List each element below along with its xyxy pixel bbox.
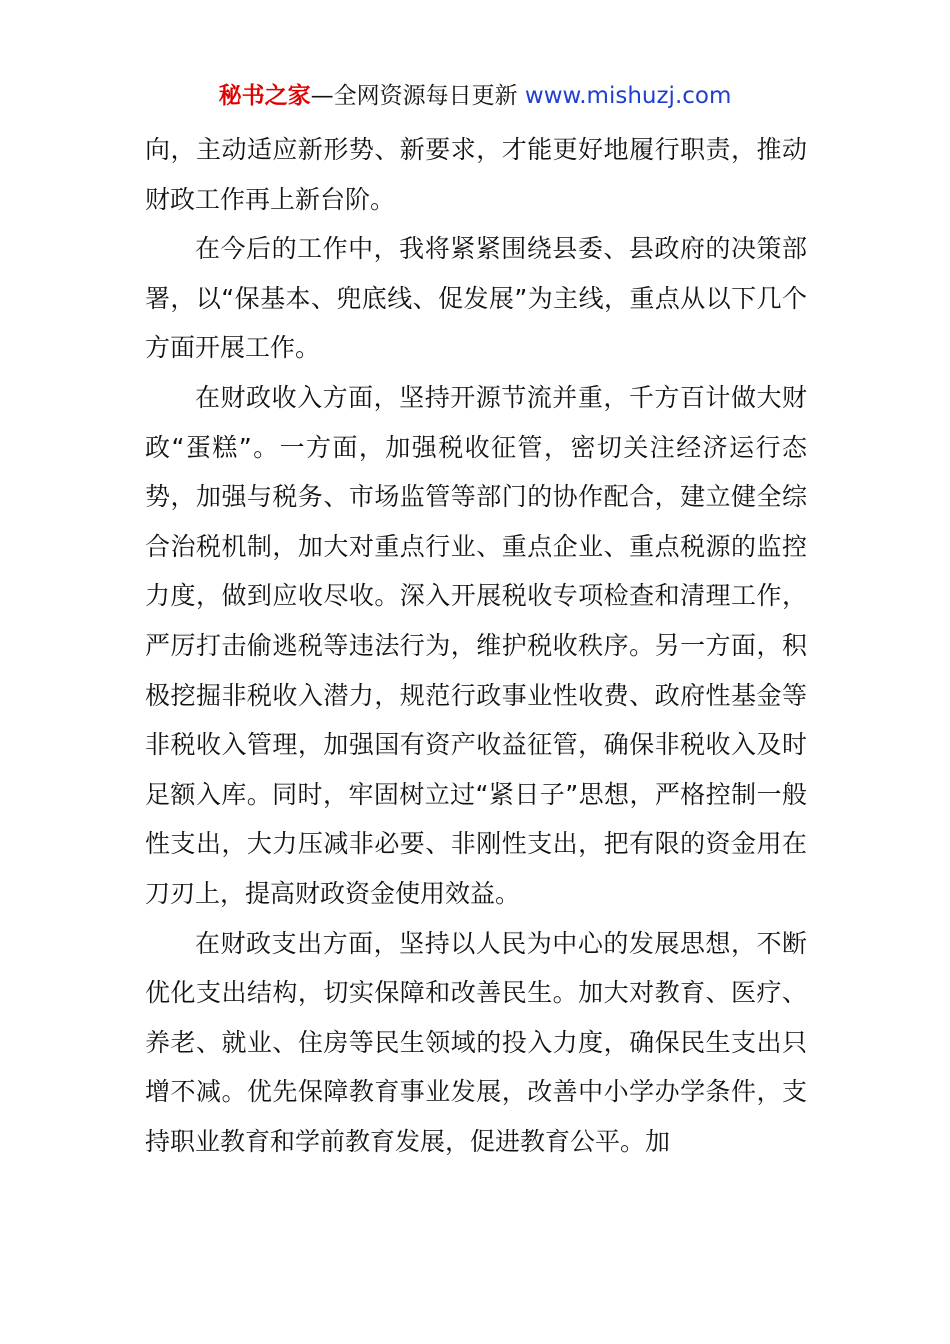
paragraph-revenue: 在财政收入方面，坚持开源节流并重，千方百计做大财政“蛋糕”。一方面，加强税收征管，密切关注经济运行态势，加强与税务、市场监管等部门的协作配合，建立健全综合治税机制，加大对重点行业、重点企业、重点税源的监控力度，做到应收尽收。深入开展税收专项检查和清理工作，严厉打击偷逃税等违法行为，维护税收秩序。另一方面，积极挖掘非税收入潜力，规范行政事业性收费、政府性基金等非税收入管理，加强国有资产收益征管，确保非税收入及时足额入库。同时，牢固树立过“紧日子”思想，严格控制一般性支出，大力压减非必要、非刚性支出，把有限的资金用在刀刃上，提高财政资金使用效益。 [145, 382, 807, 908]
paragraph-expenditure: 在财政支出方面，坚持以人民为中心的发展思想，不断优化支出结构，切实保障和改善民生。加大对教育、医疗、养老、就业、住房等民生领域的投入力度，确保民生支出只增不减。优先保障教育事业发展，改善中小学办学条件，支持职业教育和学前教育发展，促进教育公平。加 [145, 928, 807, 1156]
header-slogan: —全网资源每日更新 [310, 83, 518, 109]
site-url-link[interactable]: www.mishuzj.com [524, 83, 732, 109]
brand-name: 秘书之家 [218, 83, 311, 109]
paragraph-continued: 向，主动适应新形势、新要求，才能更好地履行职责，推动财政工作再上新台阶。 [145, 135, 807, 214]
paragraph-intro: 在今后的工作中，我将紧紧围绕县委、县政府的决策部署，以“保基本、兜底线、促发展”为主线，重点从以下几个方面开展工作。 [145, 234, 807, 363]
document-body [145, 125, 807, 1166]
site-header [0, 80, 950, 112]
